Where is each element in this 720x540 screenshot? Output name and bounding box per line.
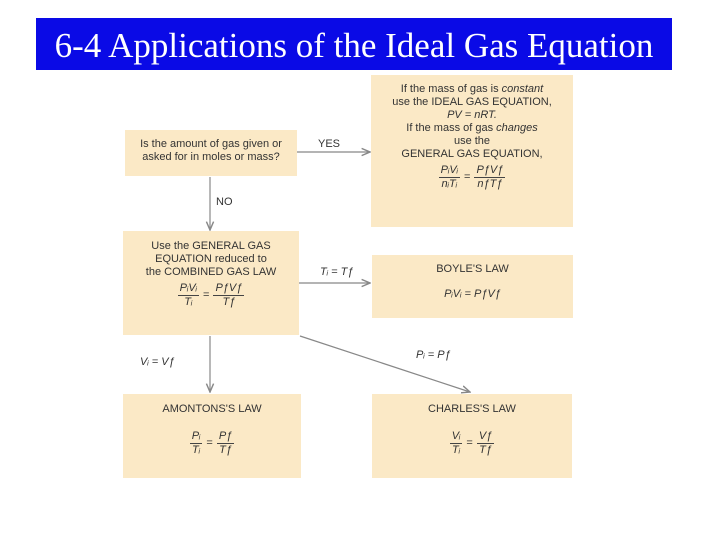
question-line-2: asked for in moles or mass? xyxy=(142,151,280,163)
combined-line-2: EQUATION reduced to xyxy=(155,253,267,265)
general-gas-equation: $\frac{\text{PᵢVᵢ}}{\text{nᵢTᵢ}}$ = $\frac{\text{PƒVƒ}}{\text{nƒTƒ}}$ xyxy=(440,164,504,190)
ideal-line-4: If the mass of gas changes xyxy=(406,122,538,134)
charles-law-box xyxy=(372,394,572,478)
amontons-law-title: AMONTONS'S LAW xyxy=(162,403,262,415)
v-constant-label: Vᵢ = Vƒ xyxy=(140,356,175,368)
combined-line-3: the COMBINED GAS LAW xyxy=(145,266,277,278)
combined-gas-equation: $\frac{\text{PᵢVᵢ}}{\text{Tᵢ}}$ = $\frac{\text{PƒVƒ}}{Tƒ}$ xyxy=(179,282,243,308)
boyles-law-box xyxy=(372,255,573,318)
combined-gas-box xyxy=(123,231,299,335)
ideal-gas-box xyxy=(371,75,573,227)
combined-line-1: Use the GENERAL GAS xyxy=(151,240,271,252)
ideal-line-5: use the xyxy=(453,135,491,147)
boyles-law-equation: PᵢVᵢ = PƒVƒ xyxy=(444,288,501,300)
ideal-line-1: If the mass of gas is constant xyxy=(400,83,544,95)
p-constant-label: Pᵢ = Pƒ xyxy=(416,349,451,361)
no-label: NO xyxy=(216,196,233,208)
question-line-1: Is the amount of gas given or xyxy=(140,138,282,150)
ideal-line-2: use the IDEAL GAS EQUATION, xyxy=(392,96,552,108)
yes-label: YES xyxy=(318,138,341,150)
question-box xyxy=(125,130,297,176)
charles-law-equation: $\frac{\text{Vᵢ}}{\text{Tᵢ}}$ = $\frac{Vƒ}{Tƒ}$ xyxy=(451,430,493,456)
t-constant-label: Tᵢ = Tƒ xyxy=(320,266,354,278)
ideal-line-6: GENERAL GAS EQUATION, xyxy=(401,148,543,160)
amontons-law-equation: $\frac{\text{Pᵢ}}{\text{Tᵢ}}$ = $\frac{Pƒ}{Tƒ}$ xyxy=(191,430,233,456)
charles-law-title: CHARLES'S LAW xyxy=(428,403,516,415)
arrow-p-const xyxy=(300,336,470,392)
boyles-law-title: BOYLE'S LAW xyxy=(436,263,509,275)
amontons-law-box xyxy=(123,394,301,478)
ideal-line-3: PV = nRT. xyxy=(447,109,497,121)
slide-title: 6-4 Applications of the Ideal Gas Equation xyxy=(36,18,672,70)
